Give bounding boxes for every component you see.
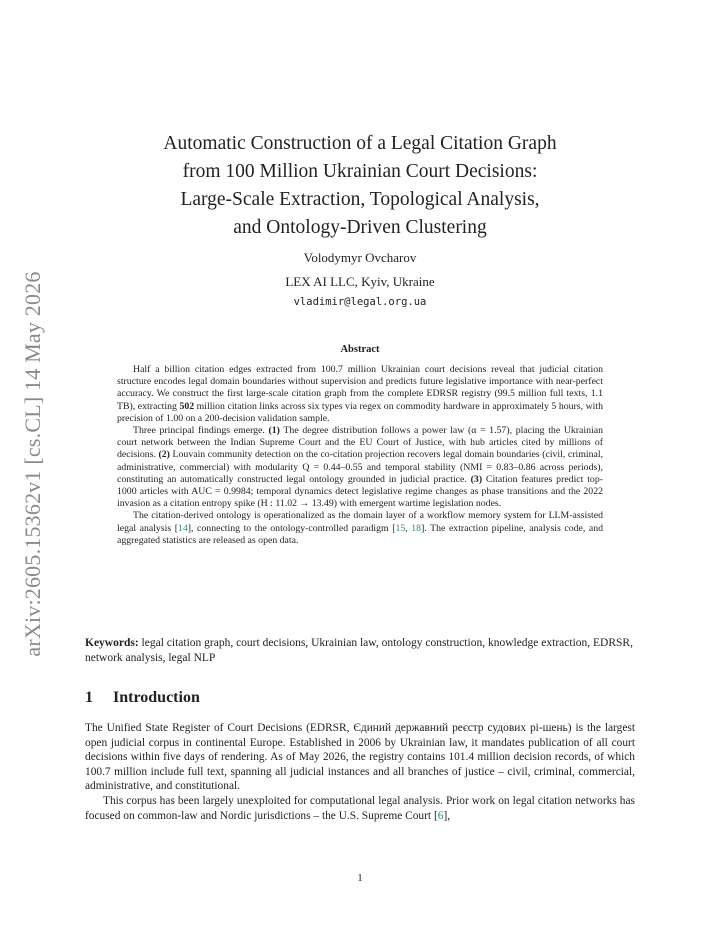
- section-number: 1: [85, 689, 93, 706]
- abstract-text: ,: [405, 522, 412, 534]
- finding-marker: (3): [470, 473, 483, 485]
- body-text: This corpus has been largely unexploited for computational legal analysis. Prior work on legal citation networks has focused on common-law and Nordic jurisdictions – the U.S. Supreme Court [: [85, 794, 635, 822]
- abstract-text: Louvain community detection on the co-citation projection recovers legal domain boundaries (civil, criminal, administrative, commercial) with modularity Q = 0.44–0.55 and temporal stability (NMI = 0.83–0.86 across periods), constituting an automatically constructed legal ontology grounded in judicial practice.: [117, 449, 604, 485]
- abstract-paragraph: [117, 425, 603, 510]
- abstract-text: million citation links across six types via regex on commodity hardware in approximately 5 hours, with precision of 1.00 on a 200-decision validation sample.: [117, 400, 603, 424]
- author-email[interactable]: vladimir@legal.org.ua: [293, 296, 427, 308]
- section-title: Introduction: [113, 689, 200, 706]
- citation-link[interactable]: 14: [177, 522, 188, 534]
- title-line: Large-Scale Extraction, Topological Analysis,: [180, 189, 540, 210]
- author-name: Volodymyr Ovcharov: [303, 250, 417, 265]
- abstract-text: ]. The extraction pipeline, analysis code, and aggregated statistics are released as open data.: [117, 522, 603, 546]
- citation-link[interactable]: 15: [395, 522, 406, 534]
- page-number: 1: [357, 872, 363, 884]
- body-paragraph: The Unified State Register of Court Decisions (EDRSR, Єдиний державний реєстр судових рі-шень) is the largest open judicial corpus in continental Europe. Established in 2006 by Ukrainian law, it mandates publication of all court decisions within five days of rendering. As of May 2026, the registry contains 101.4 million decision records, of which 100.7 million include full text, spanning all judicial instances and all branches of justice – civil, criminal, commercial, administrative, and constitutional.: [85, 722, 635, 793]
- abstract-bold: 502: [179, 400, 195, 412]
- abstract-text: Citation features predict top-1000 articles with AUC = 0.9984; temporal dynamics detect legislative regime changes as phase transitions and the 2022 invasion as a citation entropy spike (H : 11.02 → 13.49) with emergent wartime legislation nodes.: [117, 473, 603, 510]
- keywords-list: legal citation graph, court decisions, Ukrainian law, ontology construction, knowledge extraction, EDRSR, network analysis, legal NLP: [85, 637, 633, 664]
- introduction-body: [85, 721, 635, 823]
- finding-marker: (2): [158, 449, 170, 461]
- abstract-paragraph: [117, 364, 603, 425]
- keywords: [85, 636, 635, 666]
- abstract-text: ], connecting to the ontology-controlled paradigm [: [187, 522, 396, 534]
- abstract-paragraph: [117, 510, 603, 547]
- abstract-text: The citation-derived ontology is operationalized as the domain layer of a workflow memory system for LLM-assisted legal analysis [: [117, 510, 603, 534]
- arxiv-id-text: arXiv:2605.15362v1 [cs.CL] 14 May 2026: [20, 271, 45, 657]
- keywords-label: Keywords:: [85, 637, 139, 649]
- section-heading: [85, 689, 200, 707]
- title-line: from 100 Million Ukrainian Court Decisions:: [182, 161, 538, 182]
- abstract-body: [117, 364, 603, 547]
- paper-title: [100, 130, 620, 242]
- finding-marker: (1): [268, 425, 280, 437]
- citation-link[interactable]: 6: [437, 809, 444, 822]
- abstract-text: The degree distribution follows a power law (α = 1.57), placing the Ukrainian court network between the Indian Supreme Court and the EU Court of Justice, with hub articles cited by millions of decisions.: [117, 425, 603, 461]
- abstract-text: Half a billion citation edges extracted from 100.7 million Ukrainian court decisions reveal that judicial citation structure encodes legal domain boundaries without supervision and predicts future legislative importance with near-perfect accuracy. We construct the first large-scale citation graph from the complete EDRSR registry (99.5 million full texts, 1.1 TB), extracting: [117, 364, 603, 412]
- abstract-text: Three principal findings emerge.: [133, 425, 269, 437]
- body-paragraph: [85, 794, 635, 823]
- author-affiliation: LEX AI LLC, Kyiv, Ukraine: [285, 274, 435, 289]
- body-text: ],: [443, 809, 451, 822]
- abstract-heading: Abstract: [340, 344, 380, 355]
- title-line: Automatic Construction of a Legal Citation Graph: [163, 133, 557, 154]
- citation-link[interactable]: 18: [411, 522, 422, 534]
- title-line: and Ontology-Driven Clustering: [233, 217, 487, 238]
